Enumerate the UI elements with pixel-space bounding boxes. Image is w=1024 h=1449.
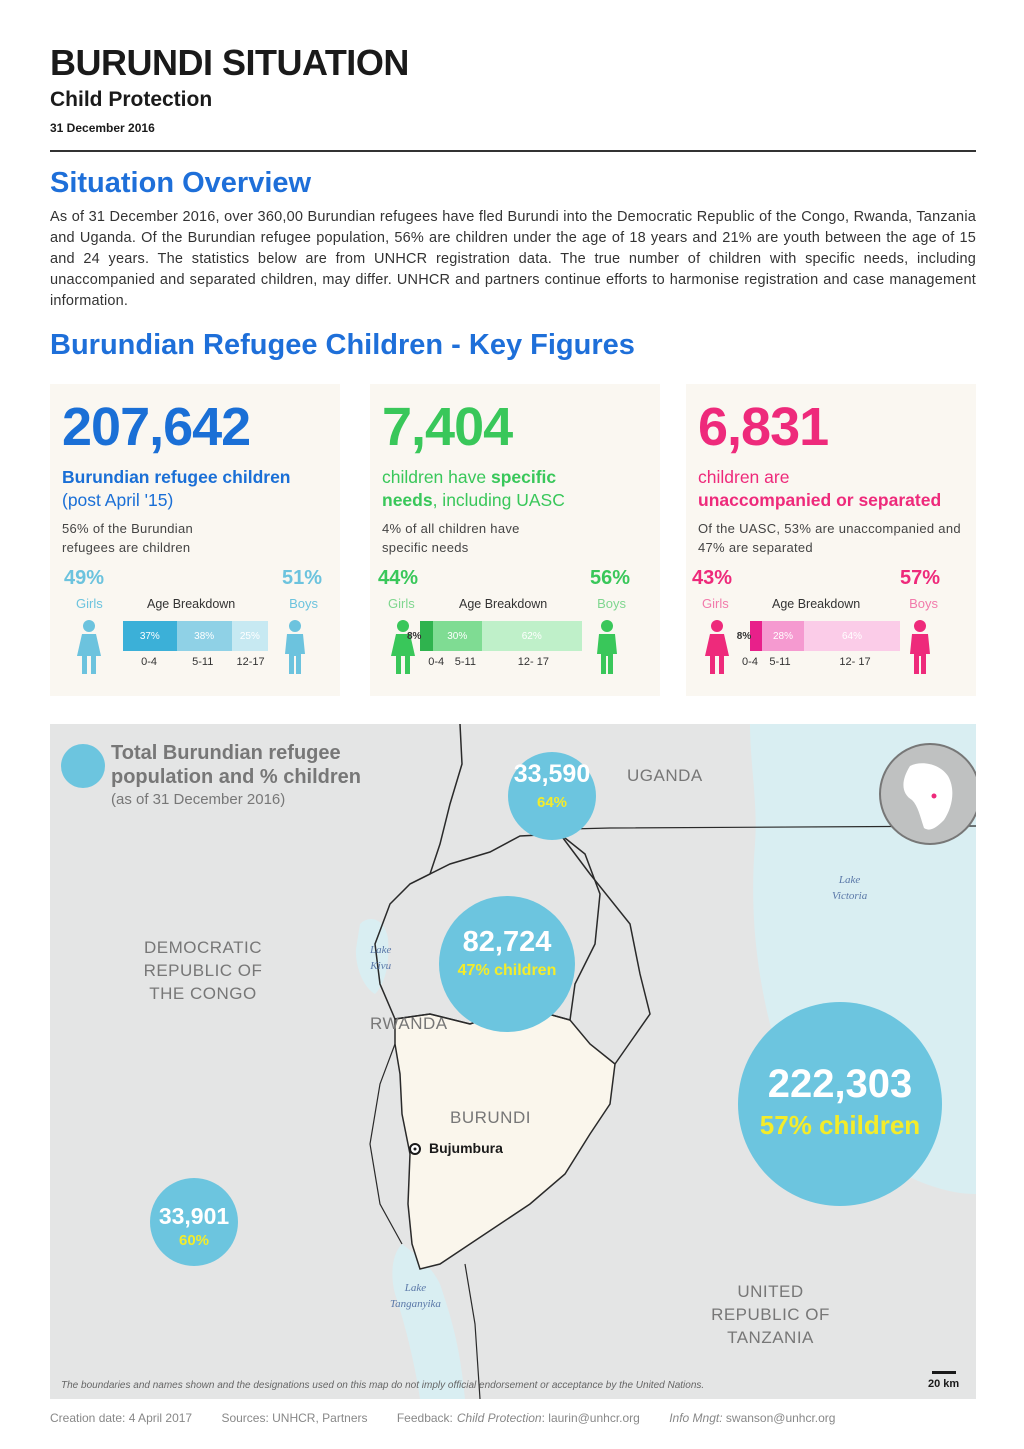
age-segment-0-4: 37%	[123, 621, 177, 651]
age-segment-5-11: 30%	[433, 621, 482, 651]
bubble-tanzania-percent: 57% children	[759, 1110, 921, 1140]
age-breakdown-bar	[407, 621, 582, 651]
children-label: Burundian refugee children	[62, 467, 291, 487]
scale-bar	[932, 1371, 956, 1374]
key-figure-card-children	[50, 384, 340, 696]
girls-label: Girls	[702, 596, 729, 611]
footer-info-mgmt: Info Mngt: swanson@unhcr.org	[669, 1411, 836, 1425]
capital-label: Bujumbura	[429, 1140, 503, 1156]
feedback-email[interactable]: : laurin@unhcr.org	[541, 1411, 640, 1425]
key-figure-card-uasc	[686, 384, 976, 696]
age-breakdown-bar	[123, 621, 268, 651]
refugee-map	[50, 724, 976, 1399]
age-tick: 12-17	[236, 656, 265, 668]
bubble-drc-value: 33,901	[158, 1203, 230, 1229]
footer-creation-date: Creation date: 4 April 2017	[50, 1411, 193, 1425]
bubble-uganda-value: 33,590	[513, 760, 591, 788]
age-tick: 12- 17	[517, 656, 549, 668]
age-tick: 0-4	[141, 656, 158, 668]
country-label-rwanda: RWANDA	[370, 1014, 448, 1033]
scale-label: 20 km	[928, 1378, 960, 1390]
legend-bubble-icon	[61, 744, 105, 788]
boys-percent: 56%	[589, 567, 630, 589]
age-breakdown-title: Age Breakdown	[772, 597, 861, 611]
age-tick: 0-4	[742, 656, 758, 668]
age-breakdown-title: Age Breakdown	[459, 597, 548, 611]
bubble-rwanda-value: 82,724	[462, 926, 552, 958]
age-segment-12-17: 62%	[482, 621, 582, 651]
girls-label: Girls	[76, 596, 103, 611]
country-label-uganda: UGANDA	[627, 766, 703, 785]
legend-title: Total Burundian refugee population and % children	[111, 742, 361, 788]
location-marker-icon	[932, 794, 937, 799]
specific-needs-label-a: children have	[382, 467, 491, 487]
uasc-count: 6,831	[698, 397, 829, 457]
lake-label-tanganyika: Lake Tanganyika	[390, 1282, 441, 1310]
bubble-tanzania-value: 222,303	[767, 1062, 913, 1106]
bubble-rwanda-percent: 47% children	[457, 962, 557, 979]
report-date: 31 December 2016	[50, 121, 155, 135]
overview-text: As of 31 December 2016, over 360,00 Burundian refugees have fled Burundi into the Democratic Republic of the Congo, Rwanda, Tanzania and Uganda. Of the Burundian refugee population, 56% are children under the age of 18 years and 21% are youth between the age of 15 and 24 years. The statistics below are from UNHCR registration data. The true number of children with specific needs, including unaccompanied and separated children, may differ. UNHCR and partners continue efforts to harmonise registration and case management information.	[50, 209, 976, 309]
boys-label: Boys	[289, 596, 318, 611]
footer-sources: Sources: UNHCR, Partners	[221, 1411, 368, 1425]
children-label-period: (post April '15)	[62, 490, 174, 510]
boys-percent: 51%	[281, 567, 322, 589]
age-tick: 5-11	[769, 656, 791, 668]
footer-feedback: Feedback: Child Protection: laurin@unhcr.org	[396, 1411, 640, 1425]
page-title: BURUNDI SITUATION	[50, 42, 409, 83]
legend-subtitle: (as of 31 December 2016)	[111, 791, 286, 808]
girls-label: Girls	[388, 596, 415, 611]
girl-icon	[704, 619, 730, 675]
overview-heading: Situation Overview	[50, 167, 312, 199]
country-label-tanzania: UNITED REPUBLIC OF TANZANIA	[711, 1282, 830, 1347]
boys-percent: 57%	[899, 567, 940, 589]
girls-percent: 44%	[378, 567, 419, 589]
girls-percent: 49%	[64, 567, 105, 589]
bubble-drc-percent: 60%	[178, 1232, 210, 1249]
age-segment-12-17: 64%	[804, 621, 900, 651]
age-segment-0-4: 8%	[736, 630, 752, 642]
age-segment-0-4: 8%	[407, 630, 422, 642]
country-label-burundi: BURUNDI	[450, 1108, 531, 1127]
uasc-label-b: unaccompanied or separated	[698, 490, 942, 510]
footer	[50, 1411, 976, 1425]
specific-needs-label-c: , including UASC	[432, 490, 565, 510]
boy-icon	[282, 619, 308, 675]
header-divider	[50, 150, 976, 152]
age-tick: 5-11	[454, 656, 476, 668]
lake-label-kivu: Lake Kivu	[370, 944, 392, 972]
age-segment-5-11: 38%	[177, 621, 232, 651]
info-email[interactable]: swanson@unhcr.org	[722, 1411, 836, 1425]
map-disclaimer: The boundaries and names shown and the designations used on this map do not imply official endorsement or acceptance by the United Nations.	[61, 1380, 705, 1391]
specific-needs-note: 4% of all children have specific needs	[382, 521, 520, 555]
specific-needs-label-b: specific needs	[382, 467, 557, 510]
specific-needs-count: 7,404	[382, 397, 513, 457]
uasc-note: Of the UASC, 53% are unaccompanied and 47% are separated	[698, 521, 961, 555]
children-note: 56% of the Burundian refugees are children	[62, 521, 194, 555]
age-segment-5-11: 28%	[762, 621, 804, 651]
key-figures-heading: Burundian Refugee Children - Key Figures	[50, 329, 635, 361]
page-subtitle: Child Protection	[50, 88, 213, 111]
bubble-uganda-percent: 64%	[536, 794, 568, 811]
age-tick: 12- 17	[839, 656, 871, 668]
boy-icon	[594, 619, 620, 675]
girl-icon	[76, 619, 102, 675]
boys-label: Boys	[909, 596, 938, 611]
girl-icon	[390, 619, 416, 675]
age-tick: 0-4	[428, 656, 445, 668]
age-tick: 5-11	[192, 656, 214, 668]
lake-label-victoria: Lake Victoria	[832, 874, 868, 902]
boy-icon	[907, 619, 933, 675]
girls-percent: 43%	[692, 567, 733, 589]
children-count: 207,642	[62, 397, 251, 457]
country-label-drc: DEMOCRATIC REPUBLIC OF THE CONGO	[143, 938, 263, 1003]
age-breakdown-title: Age Breakdown	[147, 597, 236, 611]
uasc-label-a: children are	[698, 467, 790, 487]
key-figure-card-specific-needs	[370, 384, 660, 696]
boys-label: Boys	[597, 596, 626, 611]
age-segment-12-17: 25%	[232, 621, 268, 651]
age-breakdown-bar	[736, 621, 900, 651]
